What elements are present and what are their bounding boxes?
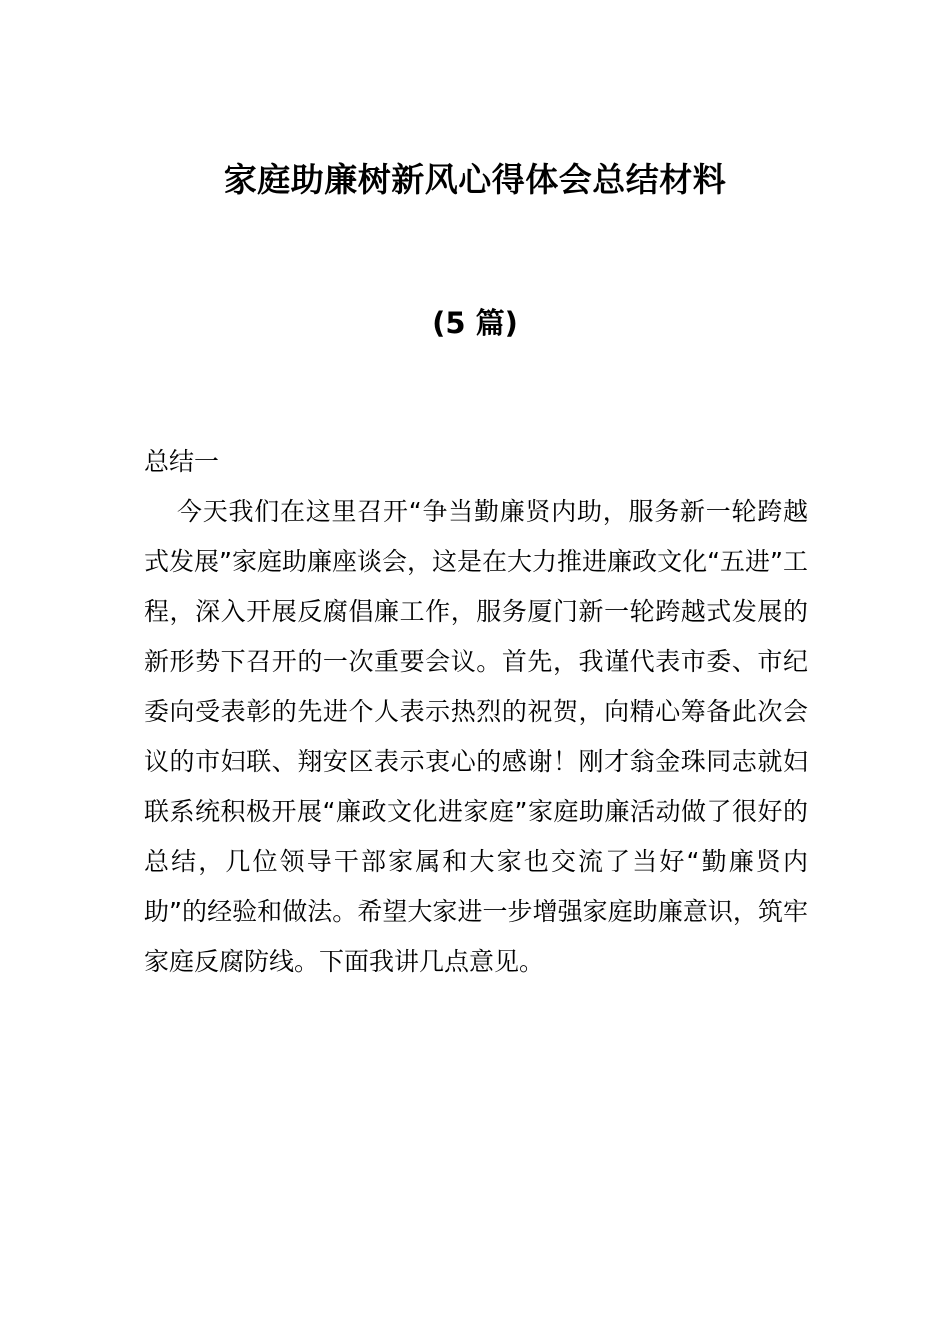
section-label: 总结一 — [144, 447, 220, 476]
body-paragraph: 今天我们在这里召开“争当勤廉贤内助，服务新一轮跨越式发展”家庭助廉座谈会，这是在大力推进廉政文化“五进”工程，深入开展反腐倡廉工作，服务厦门新一轮跨越式发展的新形势下召开的一次重要会议。首先，我谨代表市委、市纪委向受表彰的先进个人表示热烈的祝贺，向精心筹备此次会议的市妇联、翔安区表示衷心的感谢！刚才翁金珠同志就妇联系统积极开展“廉政文化进家庭”家庭助廉活动做了很好的总结，几位领导干部家属和大家也交流了当好“勤廉贤内助”的经验和做法。希望大家进一步增强家庭助廉意识，筑牢家庭反腐防线。下面我讲几点意见。 — [144, 497, 808, 976]
document-subtitle: (5 篇) — [432, 306, 518, 340]
document-title: 家庭助廉树新风心得体会总结材料 — [223, 160, 727, 199]
